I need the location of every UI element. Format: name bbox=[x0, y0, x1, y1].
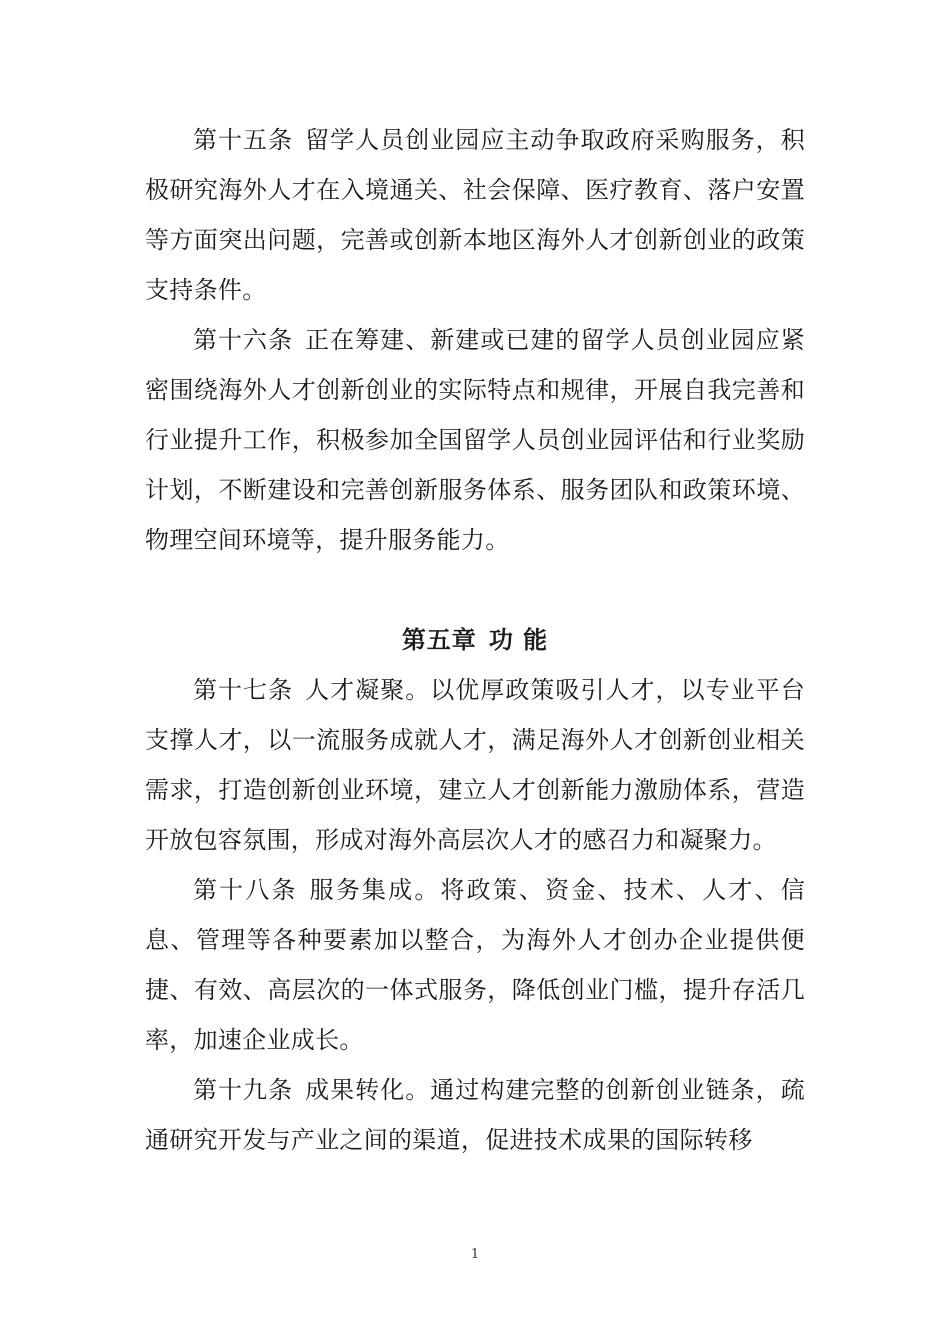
article-16 bbox=[145, 315, 805, 565]
article-text: 服务集成。将政策、资金、技术、人才、信息、管理等各种要素加以整合，为海外人才创办企业提供便捷、有效、高层次的一体式服务，降低创业门槛，提升存活几率，加速企业成长。 bbox=[145, 876, 805, 1054]
article-number: 第十七条 bbox=[193, 676, 294, 704]
article-text: 留学人员创业园应主动争取政府采购服务，积极研究海外人才在入境通关、社会保障、医疗教育、落户安置等方面突出问题，完善或创新本地区海外人才创新创业的政策支持条件。 bbox=[145, 126, 805, 304]
article-17 bbox=[145, 665, 805, 865]
chapter-title: 功 能 bbox=[488, 625, 549, 654]
document-body bbox=[145, 115, 805, 1165]
article-18 bbox=[145, 865, 805, 1065]
article-text: 人才凝聚。以优厚政策吸引人才，以专业平台支撑人才，以一流服务成就人才，满足海外人才创新创业相关需求，打造创新创业环境，建立人才创新能力激励体系，营造开放包容氛围，形成对海外高层次人才的感召力和凝聚力。 bbox=[145, 676, 805, 854]
article-19 bbox=[145, 1065, 805, 1165]
chapter-number: 第五章 bbox=[401, 625, 477, 654]
article-15 bbox=[145, 115, 805, 315]
page-number: 1 bbox=[470, 1247, 480, 1262]
article-number: 第十五条 bbox=[193, 126, 294, 154]
chapter-heading bbox=[145, 615, 805, 665]
article-number: 第十八条 bbox=[193, 876, 298, 904]
article-text: 成果转化。通过构建完整的创新创业链条，疏通研究开发与产业之间的渠道，促进技术成果的国际转移 bbox=[145, 1076, 805, 1154]
article-text: 正在筹建、新建或已建的留学人员创业园应紧密围绕海外人才创新创业的实际特点和规律，开展自我完善和行业提升工作，积极参加全国留学人员创业园评估和行业奖励计划，不断建设和完善创新服务体系、服务团队和政策环境、物理空间环境等，提升服务能力。 bbox=[145, 326, 805, 554]
article-number: 第十九条 bbox=[193, 1076, 294, 1104]
section-spacer bbox=[145, 565, 805, 615]
article-number: 第十六条 bbox=[193, 326, 294, 354]
